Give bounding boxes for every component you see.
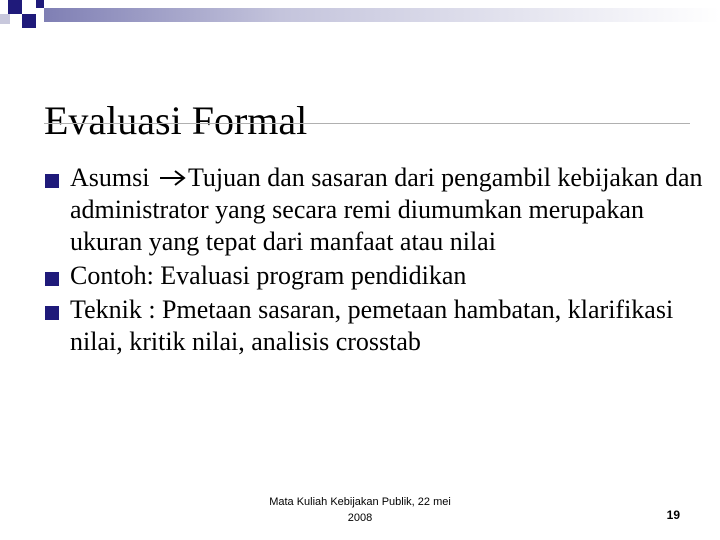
bullet-text: Tujuan dan sasaran dari pengambil kebijakan dan administrator yang secara remi diumumkan merupakan ukuran yang tepat dari manfaat atau nilai xyxy=(70,163,703,256)
decorative-header-band xyxy=(0,0,720,40)
title-divider xyxy=(44,123,690,124)
square-bullet-icon xyxy=(45,174,59,188)
bullet-item-contoh xyxy=(44,260,704,292)
right-arrow-icon xyxy=(158,168,188,188)
bullet-lead: Asumsi xyxy=(70,163,150,192)
bullet-item-teknik xyxy=(44,294,704,358)
bullet-item-asumsi xyxy=(44,162,704,258)
header-gradient-graphic xyxy=(0,0,720,40)
slide-title: Evaluasi Formal xyxy=(44,97,308,143)
square-bullet-icon xyxy=(45,306,59,320)
footer-line-1: Mata Kuliah Kebijakan Publik, 22 mei xyxy=(269,496,451,508)
footer-caption xyxy=(250,494,470,526)
bullet-text: Contoh: Evaluasi program pendidikan xyxy=(70,261,467,290)
footer-line-2: 2008 xyxy=(347,512,373,524)
page-number: 19 xyxy=(666,508,680,522)
square-bullet-icon xyxy=(45,272,59,286)
bullet-list xyxy=(44,162,704,360)
bullet-text: Teknik : Pmetaan sasaran, pemetaan hambatan, klarifikasi nilai, kritik nilai, analisis crosstab xyxy=(70,295,674,356)
